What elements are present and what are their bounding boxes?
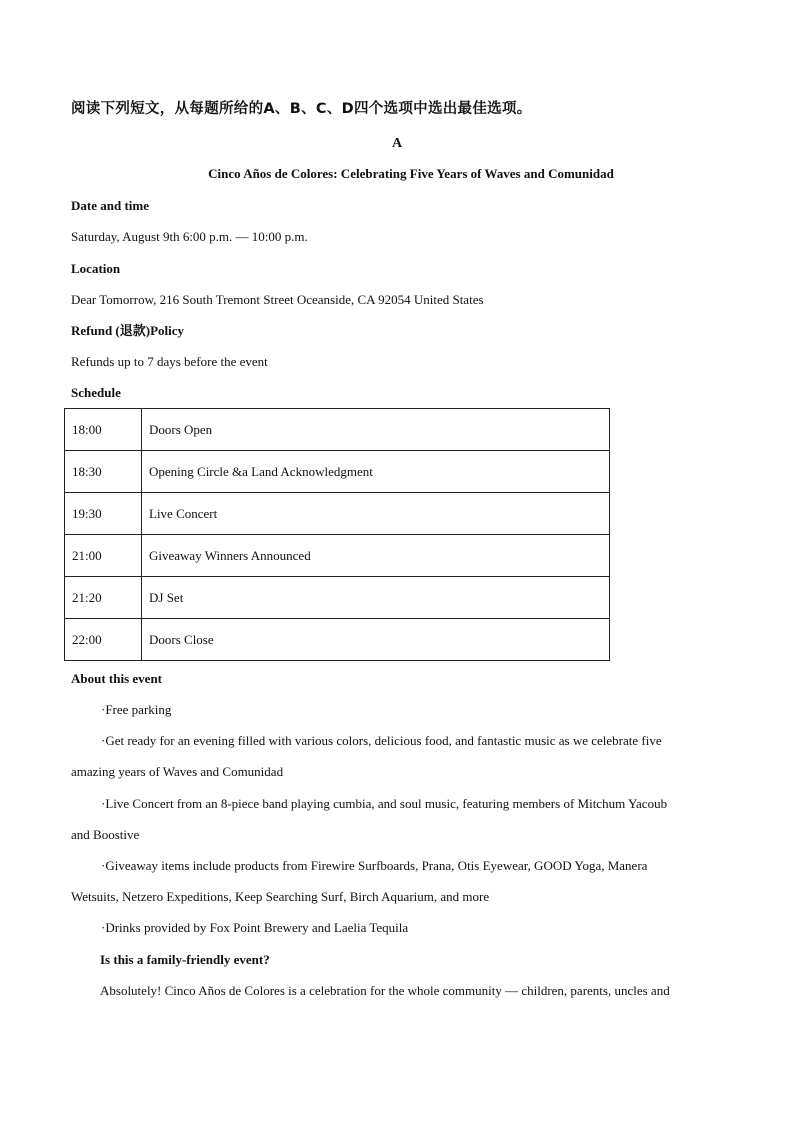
date-time-heading: Date and time [71, 198, 149, 213]
about-bullet-giveaway: ·Giveaway items include products from Firewire Surfboards, Prana, Otis Eyewear, GOOD Yoga, Manera [101, 858, 648, 873]
date-time-value: Saturday, August 9th 6:00 p.m. — 10:00 p.m. [71, 229, 308, 244]
about-bullet-concert-cont: and Boostive [71, 827, 140, 842]
schedule-activity: DJ Set [142, 577, 610, 619]
about-bullet-giveaway-cont: Wetsuits, Netzero Expeditions, Keep Searching Surf, Birch Aquarium, and more [71, 889, 490, 904]
faq-question: Is this a family-friendly event? [100, 952, 270, 967]
schedule-time: 18:30 [65, 451, 142, 493]
table-row [65, 535, 610, 577]
refund-value: Refunds up to 7 days before the event [71, 354, 268, 369]
location-value: Dear Tomorrow, 216 South Tremont Street Oceanside, CA 92054 United States [71, 292, 484, 307]
about-bullet-drinks: ·Drinks provided by Fox Point Brewery and Laelia Tequila [101, 920, 409, 935]
about-heading: About this event [71, 671, 163, 686]
about-bullet-concert: ·Live Concert from an 8-piece band playing cumbia, and soul music, featuring members of Mitchum Yacoub [101, 796, 668, 811]
schedule-time: 21:00 [65, 535, 142, 577]
table-row [65, 493, 610, 535]
schedule-time: 21:20 [65, 577, 142, 619]
schedule-activity: Doors Close [142, 619, 610, 661]
table-row [65, 451, 610, 493]
schedule-time: 19:30 [65, 493, 142, 535]
table-row [65, 619, 610, 661]
schedule-heading: Schedule [71, 385, 121, 400]
instruction-text: 阅读下列短文，从每题所给的A、B、C、D四个选项中选出最佳选项。 [71, 101, 532, 117]
location-heading: Location [71, 261, 121, 276]
about-bullet-evening-cont: amazing years of Waves and Comunidad [71, 764, 284, 779]
schedule-time: 22:00 [65, 619, 142, 661]
section-letter: A [391, 136, 403, 151]
refund-heading: Refund (退款)Policy [71, 323, 185, 338]
schedule-table [64, 408, 610, 661]
about-bullet-parking: ·Free parking [101, 702, 172, 717]
schedule-activity: Opening Circle &a Land Acknowledgment [142, 451, 610, 493]
schedule-activity: Doors Open [142, 409, 610, 451]
table-row [65, 577, 610, 619]
about-bullet-evening: ·Get ready for an evening filled with various colors, delicious food, and fantastic music as we celebrate five [101, 733, 662, 748]
event-title: Cinco Años de Colores: Celebrating Five Years of Waves and Comunidad [208, 166, 614, 181]
faq-answer: Absolutely! Cinco Años de Colores is a celebration for the whole community — children, parents, uncles and [100, 983, 670, 998]
schedule-activity: Live Concert [142, 493, 610, 535]
schedule-time: 18:00 [65, 409, 142, 451]
table-row [65, 409, 610, 451]
schedule-activity: Giveaway Winners Announced [142, 535, 610, 577]
